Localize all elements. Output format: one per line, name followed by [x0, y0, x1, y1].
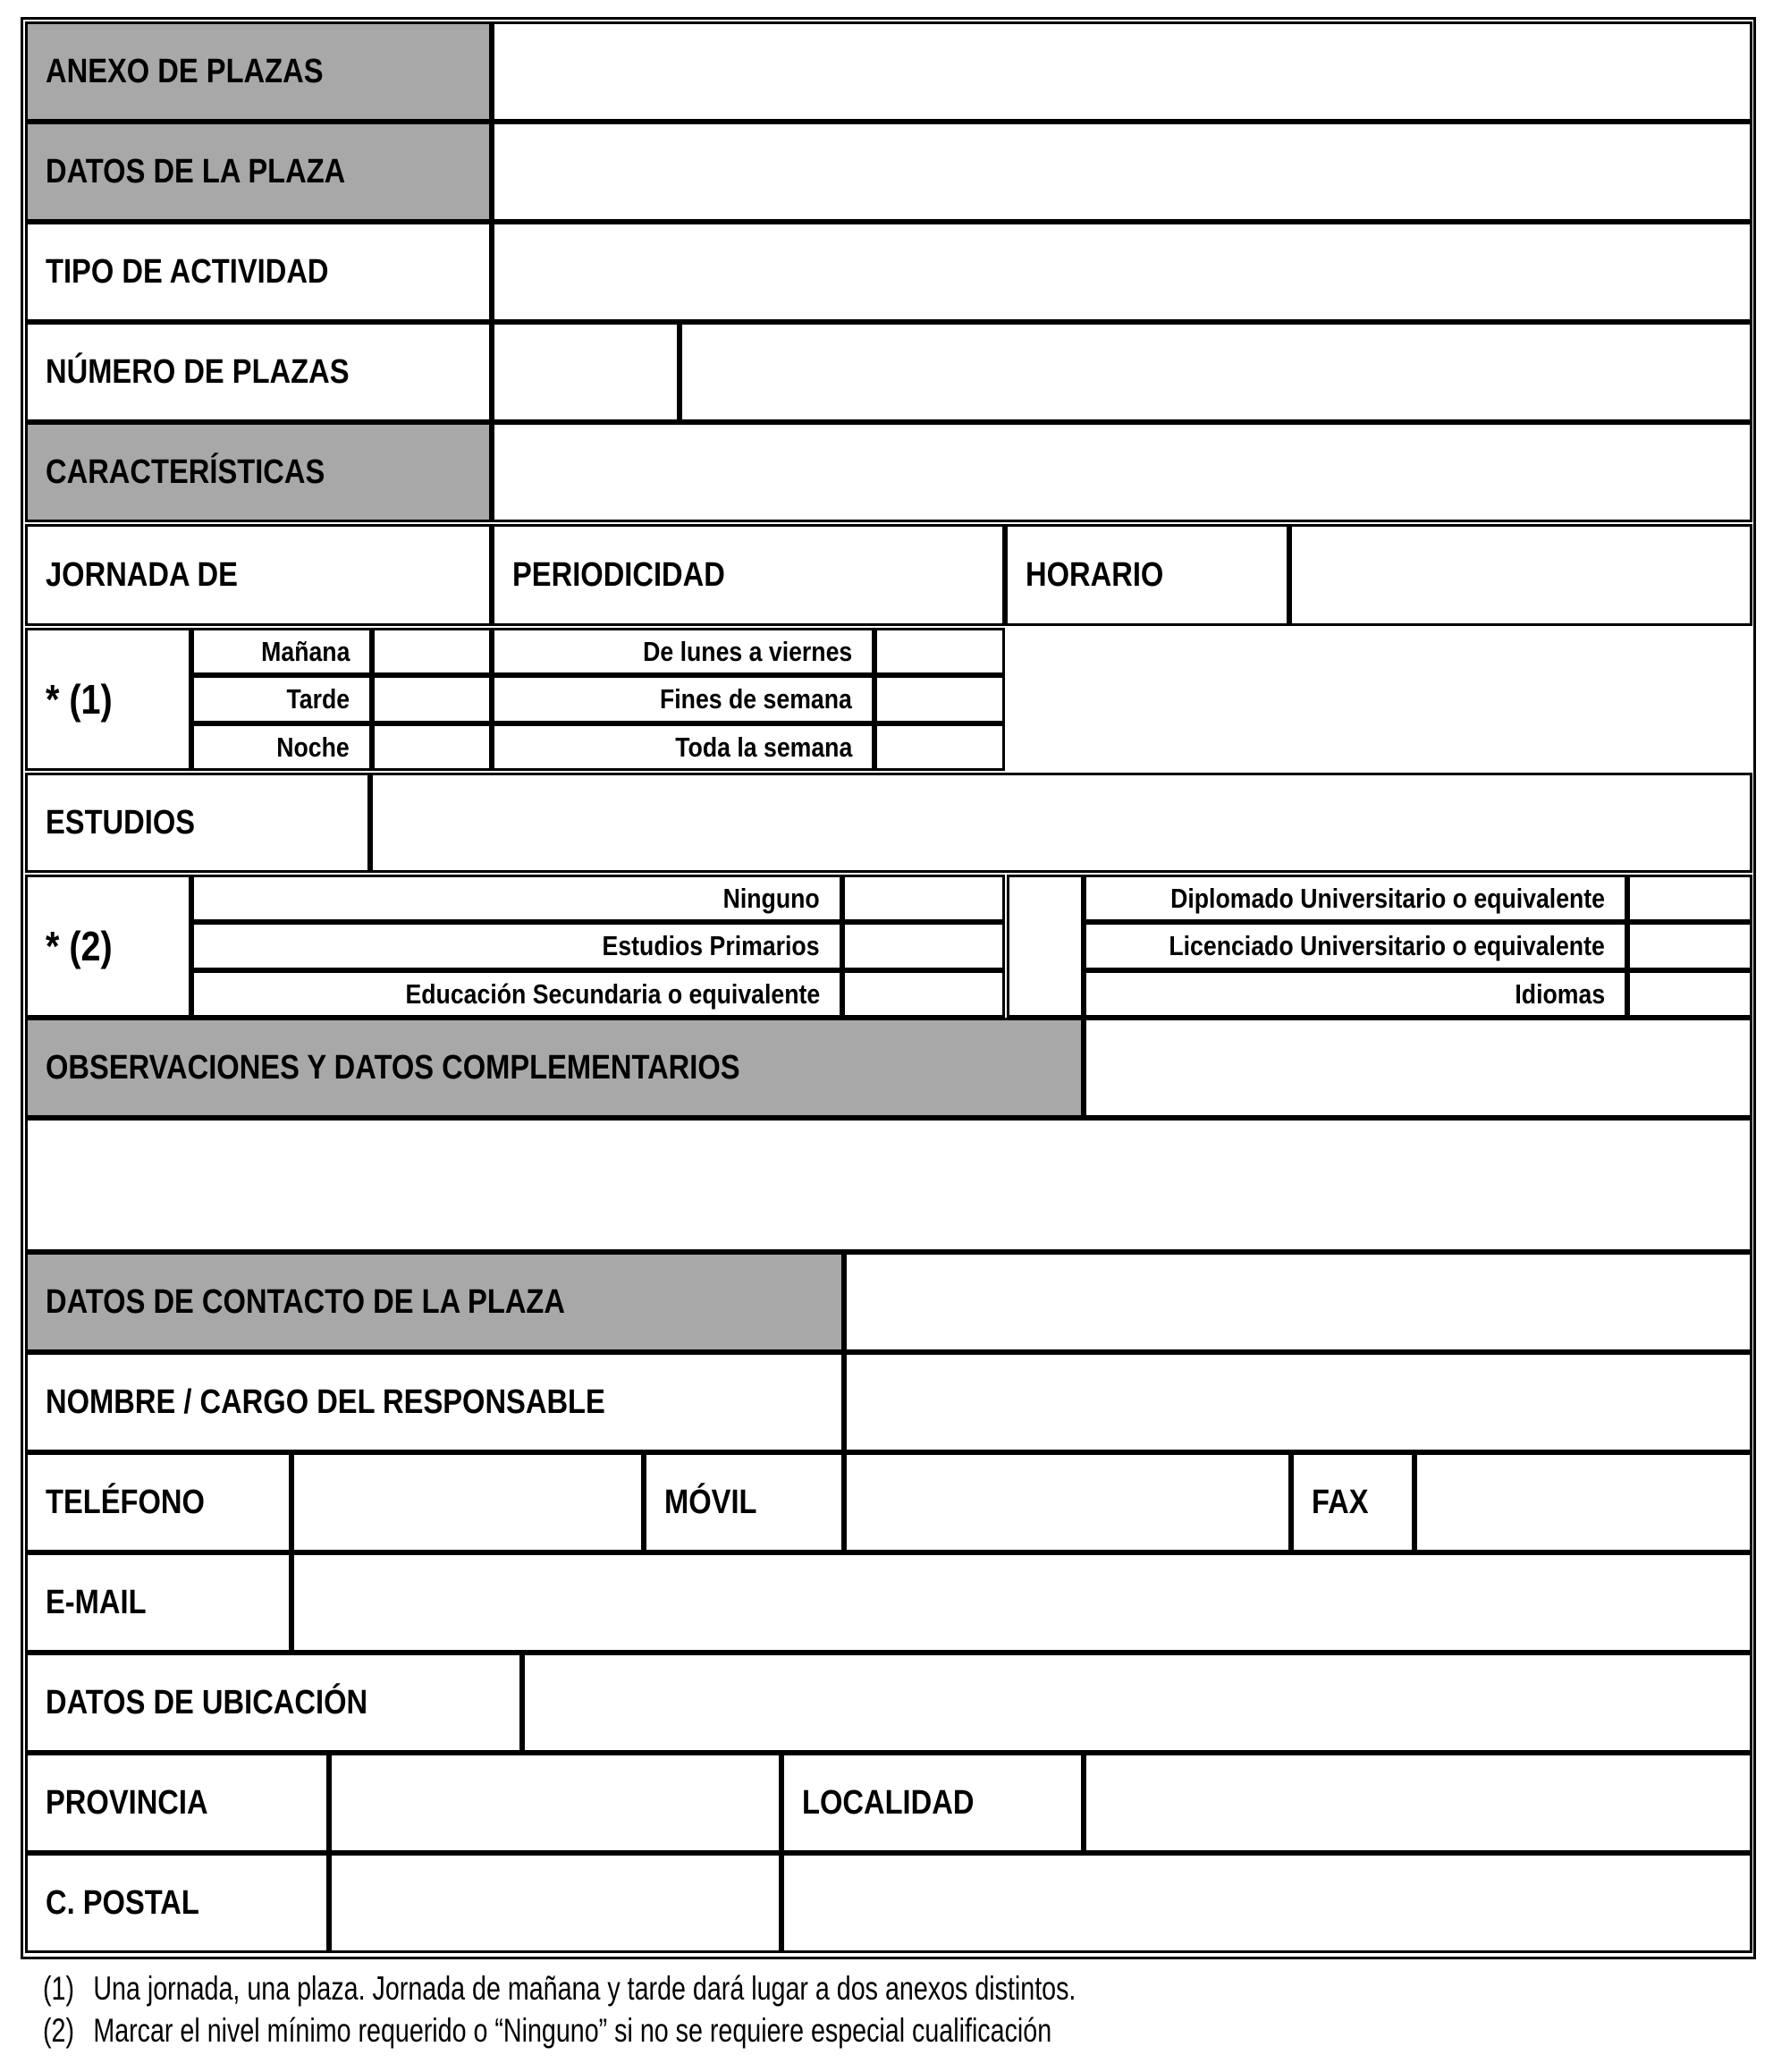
anexo-de-plazas-header: ANEXO DE PLAZAS	[25, 21, 492, 122]
periodicidad-option-lunes-viernes: De lunes a viernes	[492, 628, 874, 675]
footnote-2	[43, 2012, 1338, 2050]
estudios-ninguno-checkbox[interactable]	[842, 875, 1005, 922]
horario-label: HORARIO	[1005, 524, 1289, 626]
nombre-cargo-field[interactable]	[844, 1352, 1752, 1452]
datos-ubicacion-label: DATOS DE UBICACIÓN	[25, 1653, 522, 1753]
anexo-de-plazas-field[interactable]	[492, 21, 1752, 122]
jornada-option-manana: Mañana	[191, 628, 372, 675]
c-postal-extra-field	[781, 1853, 1752, 1953]
movil-field[interactable]	[844, 1452, 1291, 1552]
fax-field[interactable]	[1414, 1452, 1752, 1552]
periodicidad-fines-de-semana-checkbox[interactable]	[874, 675, 1005, 723]
estudios-option-secundaria: Educación Secundaria o equivalente	[191, 970, 842, 1018]
datos-contacto-field	[844, 1252, 1752, 1352]
provincia-label: PROVINCIA	[25, 1753, 329, 1853]
estudios-diplomado-checkbox[interactable]	[1627, 875, 1752, 922]
estudios-field[interactable]	[370, 773, 1752, 873]
footnote-1-number: (1)	[43, 1970, 75, 2007]
horario-field[interactable]	[1289, 524, 1752, 626]
jornada-footnote-marker: * (1)	[25, 628, 191, 771]
tipo-de-actividad-label: TIPO DE ACTIVIDAD	[25, 222, 492, 322]
estudios-option-primarios: Estudios Primarios	[191, 922, 842, 970]
telefono-field[interactable]	[291, 1452, 644, 1552]
estudios-option-idiomas: Idiomas	[1084, 970, 1627, 1018]
localidad-field[interactable]	[1084, 1753, 1752, 1853]
estudios-spacer-cell	[1007, 875, 1084, 1018]
fax-label: FAX	[1291, 1452, 1414, 1552]
movil-label: MÓVIL	[644, 1452, 844, 1552]
footnote-1	[43, 1970, 1369, 2008]
estudios-option-licenciado: Licenciado Universitario o equivalente	[1084, 922, 1627, 970]
periodicidad-lunes-viernes-checkbox[interactable]	[874, 628, 1005, 675]
estudios-idiomas-checkbox[interactable]	[1627, 970, 1752, 1018]
datos-ubicacion-field[interactable]	[522, 1653, 1752, 1753]
datos-contacto-header: DATOS DE CONTACTO DE LA PLAZA	[25, 1252, 844, 1352]
estudios-footnote-marker: * (2)	[25, 875, 191, 1018]
c-postal-label: C. POSTAL	[25, 1853, 329, 1953]
email-field[interactable]	[291, 1552, 1752, 1653]
numero-de-plazas-field[interactable]	[492, 322, 680, 422]
caracteristicas-field[interactable]	[492, 422, 1752, 522]
footnote-1-text: Una jornada, una plaza. Jornada de mañana y tarde dará lugar a dos anexos distintos.	[93, 1970, 1076, 2007]
estudios-licenciado-checkbox[interactable]	[1627, 922, 1752, 970]
periodicidad-label: PERIODICIDAD	[492, 524, 1005, 626]
observaciones-header: OBSERVACIONES Y DATOS COMPLEMENTARIOS	[25, 1018, 1084, 1118]
jornada-de-label: JORNADA DE	[25, 524, 492, 626]
footnote-2-number: (2)	[43, 2012, 75, 2049]
jornada-noche-checkbox[interactable]	[372, 723, 492, 771]
datos-de-la-plaza-header: DATOS DE LA PLAZA	[25, 122, 492, 222]
periodicidad-option-toda-la-semana: Toda la semana	[492, 723, 874, 771]
tipo-de-actividad-field[interactable]	[492, 222, 1752, 322]
email-label: E-MAIL	[25, 1552, 291, 1653]
periodicidad-option-fines-de-semana: Fines de semana	[492, 675, 874, 723]
c-postal-field[interactable]	[329, 1853, 781, 1953]
jornada-tarde-checkbox[interactable]	[372, 675, 492, 723]
telefono-label: TELÉFONO	[25, 1452, 291, 1552]
jornada-option-noche: Noche	[191, 723, 372, 771]
localidad-label: LOCALIDAD	[781, 1753, 1084, 1853]
observaciones-textarea[interactable]	[25, 1118, 1752, 1252]
estudios-option-ninguno: Ninguno	[191, 875, 842, 922]
observaciones-header-field	[1084, 1018, 1752, 1118]
estudios-option-diplomado: Diplomado Universitario o equivalente	[1084, 875, 1627, 922]
datos-de-la-plaza-field[interactable]	[492, 122, 1752, 222]
periodicidad-toda-la-semana-checkbox[interactable]	[874, 723, 1005, 771]
numero-de-plazas-extra-field[interactable]	[680, 322, 1752, 422]
estudios-secundaria-checkbox[interactable]	[842, 970, 1005, 1018]
estudios-label: ESTUDIOS	[25, 773, 370, 873]
nombre-cargo-label: NOMBRE / CARGO DEL RESPONSABLE	[25, 1352, 844, 1452]
caracteristicas-header: CARACTERÍSTICAS	[25, 422, 492, 522]
footnote-2-text: Marcar el nivel mínimo requerido o “Ninguno” si no se requiere especial cualificación	[93, 2012, 1052, 2049]
jornada-option-tarde: Tarde	[191, 675, 372, 723]
numero-de-plazas-label: NÚMERO DE PLAZAS	[25, 322, 492, 422]
jornada-manana-checkbox[interactable]	[372, 628, 492, 675]
plaza-annex-form	[21, 17, 1756, 1959]
estudios-primarios-checkbox[interactable]	[842, 922, 1005, 970]
provincia-field[interactable]	[329, 1753, 781, 1853]
